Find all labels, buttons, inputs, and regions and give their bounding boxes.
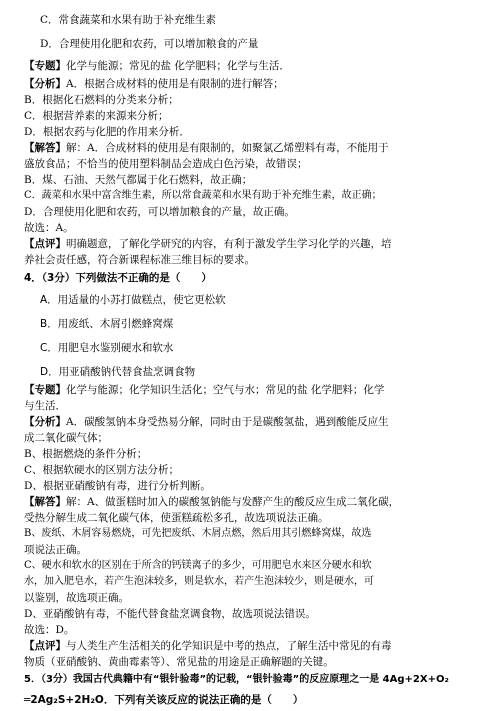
analysis-line: C、根据软硬水的区别方法分析； <box>24 464 180 476</box>
analysis-line: 成二氧化碳气体； <box>24 432 108 444</box>
solution-line: 以鉴别，故选项正确。 <box>24 592 129 604</box>
analysis-line: D、根据亚硝酸钠有毒，进行分析判断。 <box>24 480 211 492</box>
comment-line: 养社会责任感，符合新课程标准三维目标的要求。 <box>24 254 255 266</box>
solution-line: D．合理使用化肥和农药，可以增加粮食的产量，故正确。 <box>24 206 295 218</box>
q4-analysis <box>24 415 488 429</box>
solution-tag: 【解答】 <box>24 496 66 508</box>
analysis-line: A．根据合成材料的使用是有限制的进行解答； <box>66 78 284 90</box>
q4-option-d: D．用亚硝酸钠代替食盐烹调食物 <box>40 366 196 378</box>
solution-line: 受热分解生成二氧化碳气体，使蛋糕疏松多孔，故选项说法正确。 <box>24 512 329 524</box>
solution-line: 故选：A。 <box>24 222 74 234</box>
q4-option-a: A．用适量的小苏打做糕点，使它更松软 <box>40 294 226 306</box>
q5-stem-line1: 5．（3分）我国古代典籍中有“银针验毒”的记载，“银针验毒”的反应原理之一是 4Ag+2X+O₂ <box>24 674 449 685</box>
comment-line: 与人类生产生活相关的化学知识是中考的热点，了解生活中常见的有毒 <box>66 640 392 652</box>
topic-tag: 【专题】 <box>24 60 66 72</box>
solution-line: B．煤、石油、天然气都属于化石燃料，故正确； <box>24 174 253 186</box>
q3-option-d: D．合理使用化肥和农药，可以增加粮食的产量 <box>40 38 259 50</box>
solution-line: 水，加入肥皂水，若产生泡沫较多，则是软水，若产生泡沫较少，则是硬水，可 <box>24 576 374 587</box>
q4-solution <box>24 495 488 509</box>
comment-line: 明确题意，了解化学研究的内容，有利于激发学生学习化学的兴趣，培 <box>66 238 392 250</box>
q3-comment <box>24 237 488 251</box>
q5-stem-line2: ═2Ag₂S+2H₂O．下列有关该反应的说法正确的是（ ） <box>24 694 304 706</box>
analysis-tag: 【分析】 <box>24 416 66 428</box>
comment-tag: 【点评】 <box>24 238 66 250</box>
q3-analysis <box>24 77 488 91</box>
analysis-line: C．根据营养素的来源来分析； <box>24 110 169 122</box>
solution-line: 盛放食品；不恰当的使用塑料制品会造成白色污染，故错误； <box>24 158 308 170</box>
comment-tag: 【点评】 <box>24 640 66 652</box>
comment-line: 物质（亚硝酸钠、黄曲霉素等）、常见盐的用途是正确解题的关键。 <box>24 656 334 668</box>
solution-line: 解：A．合成材料的使用是有限制的，如聚氯乙烯塑料有毒，不能用于 <box>66 142 389 154</box>
q4-comment <box>24 639 488 653</box>
solution-line: 项说法正确。 <box>24 544 87 556</box>
analysis-line: B．根据化石燃料的分类来分析； <box>24 94 179 106</box>
q3-solution <box>24 141 488 155</box>
q3-option-c: C．常食蔬菜和水果有助于补充维生素 <box>40 14 217 26</box>
analysis-line: A．碳酸氢钠本身受热易分解，同时由于是碳酸氢盐，遇到酸能反应生 <box>66 416 389 428</box>
q4-topic <box>24 383 488 397</box>
analysis-line: B、根据燃烧的条件分析； <box>24 448 148 460</box>
solution-tag: 【解答】 <box>24 142 66 154</box>
solution-line: 故选：D。 <box>24 624 75 636</box>
topic-text: 化学与能源；常见的盐 化学肥料；化学与生活． <box>66 60 290 72</box>
q4-option-b: B．用废纸、木屑引燃蜂窝煤 <box>40 318 174 330</box>
topic-line: 与生活． <box>24 400 66 412</box>
solution-line: C、硬水和软水的区别在于所含的钙镁离子的多少，可用肥皂水来区分硬水和软 <box>24 560 372 571</box>
topic-line: 化学与能源；化学知识生活化；空气与水；常见的盐 化学肥料；化学 <box>66 384 385 396</box>
analysis-line: D．根据农药与化肥的作用来分析． <box>24 126 190 138</box>
solution-line: D、亚硝酸钠有毒，不能代替食盐烹调食物，故选项说法错误。 <box>24 608 316 620</box>
solution-line: C．蔬菜和水果中富含维生素，所以常食蔬菜和水果有助于补充维生素，故正确； <box>24 190 382 201</box>
analysis-tag: 【分析】 <box>24 78 66 90</box>
solution-line: 解：A、做蛋糕时加入的碳酸氢钠能与发酵产生的酸反应生成二氧化碳， <box>66 496 400 508</box>
topic-tag: 【专题】 <box>24 384 66 396</box>
solution-line: B、废纸、木屑容易燃烧，可先把废纸、木屑点燃，然后用其引燃蜂窝煤，故选 <box>24 528 372 539</box>
q3-topic <box>24 59 488 73</box>
q4-stem: 4．（3分）下列做法不正确的是（ ） <box>24 272 212 284</box>
q4-option-c: C．用肥皂水鉴别硬水和软水 <box>40 342 174 354</box>
